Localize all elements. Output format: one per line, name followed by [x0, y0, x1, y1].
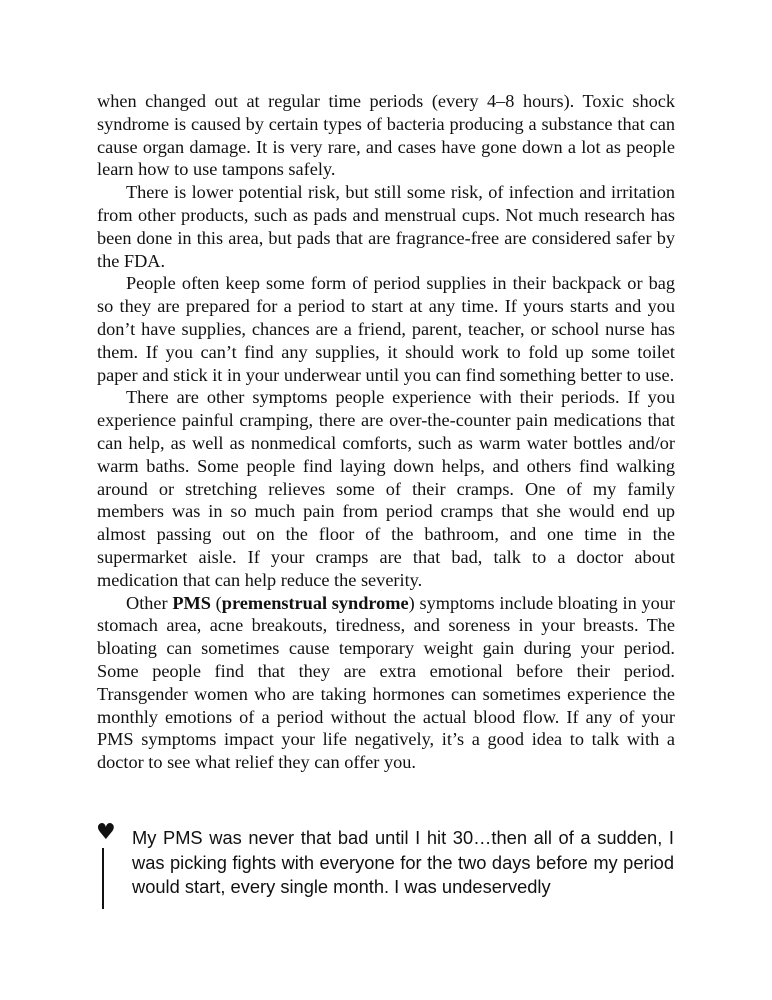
pms-term: PMS [172, 592, 211, 613]
pms-rest: ) symptoms include bloating in your stomach area, acne breakouts, tiredness, and soreness in your breasts. The bloating can sometimes cause temporary weight gain during your period. Some people find that they are extra emotional before their period. Transgender women who are taking hormones can sometimes experience the monthly emotions of a period without the actual blood flow. If any of your PMS symptoms impact your life negatively, it’s a good idea to talk with a doctor to see what relief they can offer you. [97, 592, 675, 773]
quote-text: My PMS was never that bad until I hit 30…then all of a sudden, I was picking fights with everyone for the two days before my period would start, every single month. I was undeservedly [132, 827, 674, 897]
quote-rule [102, 848, 104, 909]
body-text [97, 90, 675, 774]
paragraph-cramps: There are other symptoms people experience with their periods. If you experience painful cramping, there are over-the-counter pain medications that can help, as well as nonmedical comforts, such as warm water bottles and/or warm baths. Some people find laying down helps, and others find walking around or stretching relieves some of their cramps. One of my family members was in so much pain from period cramps that she would end up almost passing out on the floor of the bathroom, and one time in the supermarket aisle. If your cramps are that bad, talk to a doctor about medication that can help reduce the severity. [97, 387, 675, 590]
paragraph-other-products: There is lower potential risk, but still some risk, of infection and irritation from other products, such as pads and menstrual cups. Not much research has been done in this area, but pads that are fragrance-free are considered safer by the FDA. [97, 182, 675, 271]
paragraph-toxic-shock: when changed out at regular time periods (every 4–8 hours). Toxic shock syndrome is caused by certain types of bacteria producing a substance that can cause organ damage. It is very rare, and cases have gone down a lot as people learn how to use tampons safely. [97, 91, 675, 180]
pms-lead: Other [126, 592, 173, 613]
heart-icon: ♥ [96, 820, 116, 845]
paragraph-pms [97, 592, 675, 774]
pms-paren-open: ( [210, 592, 222, 613]
paragraph-period-supplies: People often keep some form of period supplies in their backpack or bag so they are prepared for a period to start at any time. If yours starts and you don’t have supplies, chances are a friend, parent, teacher, or school nurse has them. If you can’t find any supplies, it should work to fold up some toilet paper and stick it in your underwear until you can find something better to use. [97, 273, 675, 385]
sidebar-quote [96, 822, 676, 912]
pms-term-full: premenstrual syndrome [221, 592, 409, 613]
